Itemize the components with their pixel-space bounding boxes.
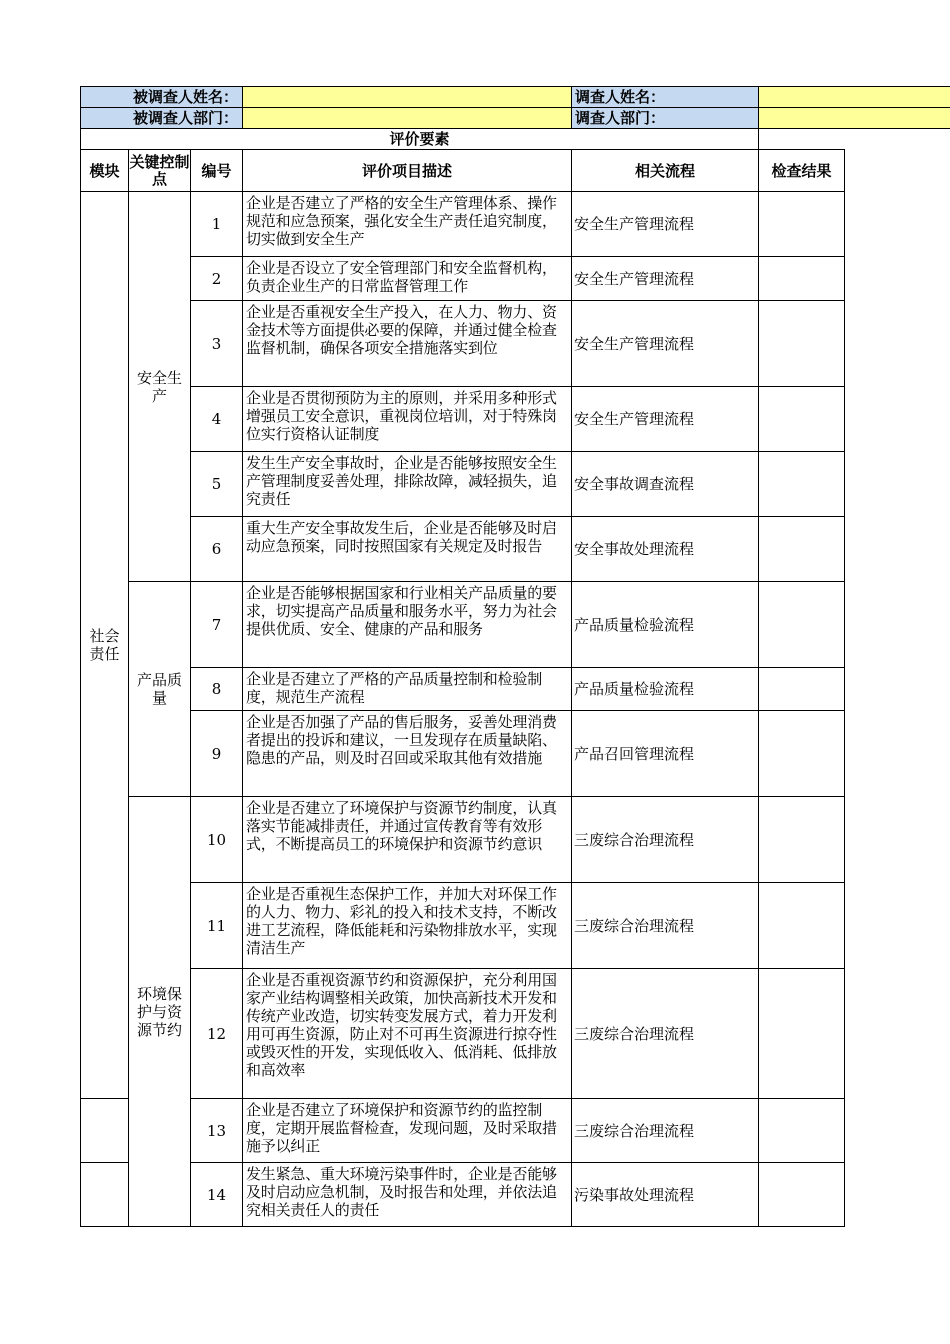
table-row xyxy=(81,452,950,517)
module-cell: 社会责任 xyxy=(81,192,129,1099)
surveyor-dept-field[interactable] xyxy=(759,108,950,129)
row-number: 5 xyxy=(191,452,243,517)
row-description: 企业是否建立了严格的产品质量控制和检验制度，规范生产流程 xyxy=(243,668,572,711)
row-number: 9 xyxy=(191,711,243,797)
row-description: 发生生产安全事故时，企业是否能够按照安全生产管理制度妥善处理，排除故障，减轻损失，追究责任 xyxy=(243,452,572,517)
row-result[interactable] xyxy=(759,969,845,1099)
col-number: 编号 xyxy=(191,150,243,192)
row-description: 企业是否能够根据国家和行业相关产品质量的要求，切实提高产品质量和服务水平，努力为社会提供优质、安全、健康的产品和服务 xyxy=(243,582,572,668)
table-row xyxy=(81,387,950,452)
control-point-environment: 环境保护与资源节约 xyxy=(129,797,191,1227)
table-row xyxy=(81,1099,950,1163)
row-number: 11 xyxy=(191,883,243,969)
row-description: 企业是否重视资源节约和资源保护，充分利用国家产业结构调整相关政策，加快高新技术开发和传统产业改造，切实转变发展方式，着力开发利用可再生资源，防止对不可再生资源进行掠夺性或毁灭性的开发，实现低收入、低消耗、低排放和高效率 xyxy=(243,969,572,1099)
surveyor-name-field[interactable] xyxy=(759,87,950,108)
row-result[interactable] xyxy=(759,668,845,711)
row-process: 污染事故处理流程 xyxy=(572,1163,759,1227)
row-number: 1 xyxy=(191,192,243,257)
row-number: 2 xyxy=(191,257,243,301)
surveyor-dept-label: 调查人部门： xyxy=(572,108,759,129)
row-description: 企业是否建立了环境保护和资源节约的监控制度，定期开展监督检查，发现问题，及时采取措施予以纠正 xyxy=(243,1099,572,1163)
row-description: 企业是否建立了严格的安全生产管理体系、操作规范和应急预案，强化安全生产责任追究制度，切实做到安全生产 xyxy=(243,192,572,257)
respondent-dept-row xyxy=(81,108,950,129)
row-description: 企业是否设立了安全管理部门和安全监督机构，负责企业生产的日常监督管理工作 xyxy=(243,257,572,301)
table-row xyxy=(81,797,950,883)
row-process: 产品质量检验流程 xyxy=(572,668,759,711)
table-row xyxy=(81,257,950,301)
row-process: 安全生产管理流程 xyxy=(572,192,759,257)
row-process: 安全事故处理流程 xyxy=(572,517,759,582)
respondent-dept-field[interactable] xyxy=(243,108,572,129)
row-process: 安全生产管理流程 xyxy=(572,301,759,387)
table-row xyxy=(81,301,950,387)
row-description: 企业是否加强了产品的售后服务，妥善处理消费者提出的投诉和建议，一旦发现存在质量缺陷、隐患的产品，则及时召回或采取其他有效措施 xyxy=(243,711,572,797)
row-number: 7 xyxy=(191,582,243,668)
row-number: 14 xyxy=(191,1163,243,1227)
row-process: 三废综合治理流程 xyxy=(572,797,759,883)
table-row xyxy=(81,668,950,711)
row-result[interactable] xyxy=(759,711,845,797)
row-process: 三废综合治理流程 xyxy=(572,883,759,969)
row-result[interactable] xyxy=(759,301,845,387)
row-description: 企业是否建立了环境保护与资源节约制度，认真落实节能减排责任，并通过宣传教育等有效形式，不断提高员工的环境保护和资源节约意识 xyxy=(243,797,572,883)
control-point-quality: 产品质量 xyxy=(129,582,191,797)
row-process: 产品召回管理流程 xyxy=(572,711,759,797)
control-point-safety: 安全生产 xyxy=(129,192,191,582)
row-result[interactable] xyxy=(759,582,845,668)
surveyor-name-label: 调查人姓名： xyxy=(572,87,759,108)
row-process: 安全事故调查流程 xyxy=(572,452,759,517)
row-process: 安全生产管理流程 xyxy=(572,387,759,452)
row-result[interactable] xyxy=(759,1099,845,1163)
row-result[interactable] xyxy=(759,1163,845,1227)
column-header-row xyxy=(81,150,950,192)
row-number: 3 xyxy=(191,301,243,387)
row-result[interactable] xyxy=(759,387,845,452)
table-row xyxy=(81,711,950,797)
row-number: 12 xyxy=(191,969,243,1099)
table-row xyxy=(81,969,950,1099)
col-result: 检查结果 xyxy=(759,150,845,192)
section-title-row xyxy=(81,129,950,150)
row-description: 企业是否重视安全生产投入，在人力、物力、资金技术等方面提供必要的保障，并通过健全检查监督机制，确保各项安全措施落实到位 xyxy=(243,301,572,387)
table-row xyxy=(81,582,950,668)
row-result[interactable] xyxy=(759,517,845,582)
table-row xyxy=(81,517,950,582)
row-number: 4 xyxy=(191,387,243,452)
row-number: 13 xyxy=(191,1099,243,1163)
col-process: 相关流程 xyxy=(572,150,759,192)
evaluation-sheet xyxy=(80,86,950,1227)
row-process: 三废综合治理流程 xyxy=(572,1099,759,1163)
module-cell-empty xyxy=(81,1163,129,1227)
row-number: 6 xyxy=(191,517,243,582)
col-module: 模块 xyxy=(81,150,129,192)
section-title: 评价要素 xyxy=(81,129,759,150)
row-description: 重大生产安全事故发生后，企业是否能够及时启动应急预案，同时按照国家有关规定及时报告 xyxy=(243,517,572,582)
respondent-name-field[interactable] xyxy=(243,87,572,108)
respondent-dept-label: 被调查人部门： xyxy=(81,108,243,129)
row-number: 8 xyxy=(191,668,243,711)
module-cell-empty xyxy=(81,1099,129,1163)
row-result[interactable] xyxy=(759,797,845,883)
row-result[interactable] xyxy=(759,257,845,301)
table-row xyxy=(81,883,950,969)
col-control-point: 关键控制点 xyxy=(129,150,191,192)
row-result[interactable] xyxy=(759,452,845,517)
respondent-name-row xyxy=(81,87,950,108)
row-process: 安全生产管理流程 xyxy=(572,257,759,301)
row-process: 产品质量检验流程 xyxy=(572,582,759,668)
row-description: 发生紧急、重大环境污染事件时，企业是否能够及时启动应急机制，及时报告和处理，并依法追究相关责任人的责任 xyxy=(243,1163,572,1227)
row-number: 10 xyxy=(191,797,243,883)
row-result[interactable] xyxy=(759,192,845,257)
table-row xyxy=(81,192,950,257)
respondent-name-label: 被调查人姓名： xyxy=(81,87,243,108)
row-description: 企业是否重视生态保护工作，并加大对环保工作的人力、物力、彩礼的投入和技术支持，不断改进工艺流程，降低能耗和污染物排放水平，实现清洁生产 xyxy=(243,883,572,969)
row-result[interactable] xyxy=(759,883,845,969)
table-row xyxy=(81,1163,950,1227)
row-process: 三废综合治理流程 xyxy=(572,969,759,1099)
row-description: 企业是否贯彻预防为主的原则，并采用多种形式增强员工安全意识，重视岗位培训，对于特殊岗位实行资格认证制度 xyxy=(243,387,572,452)
col-description: 评价项目描述 xyxy=(243,150,572,192)
